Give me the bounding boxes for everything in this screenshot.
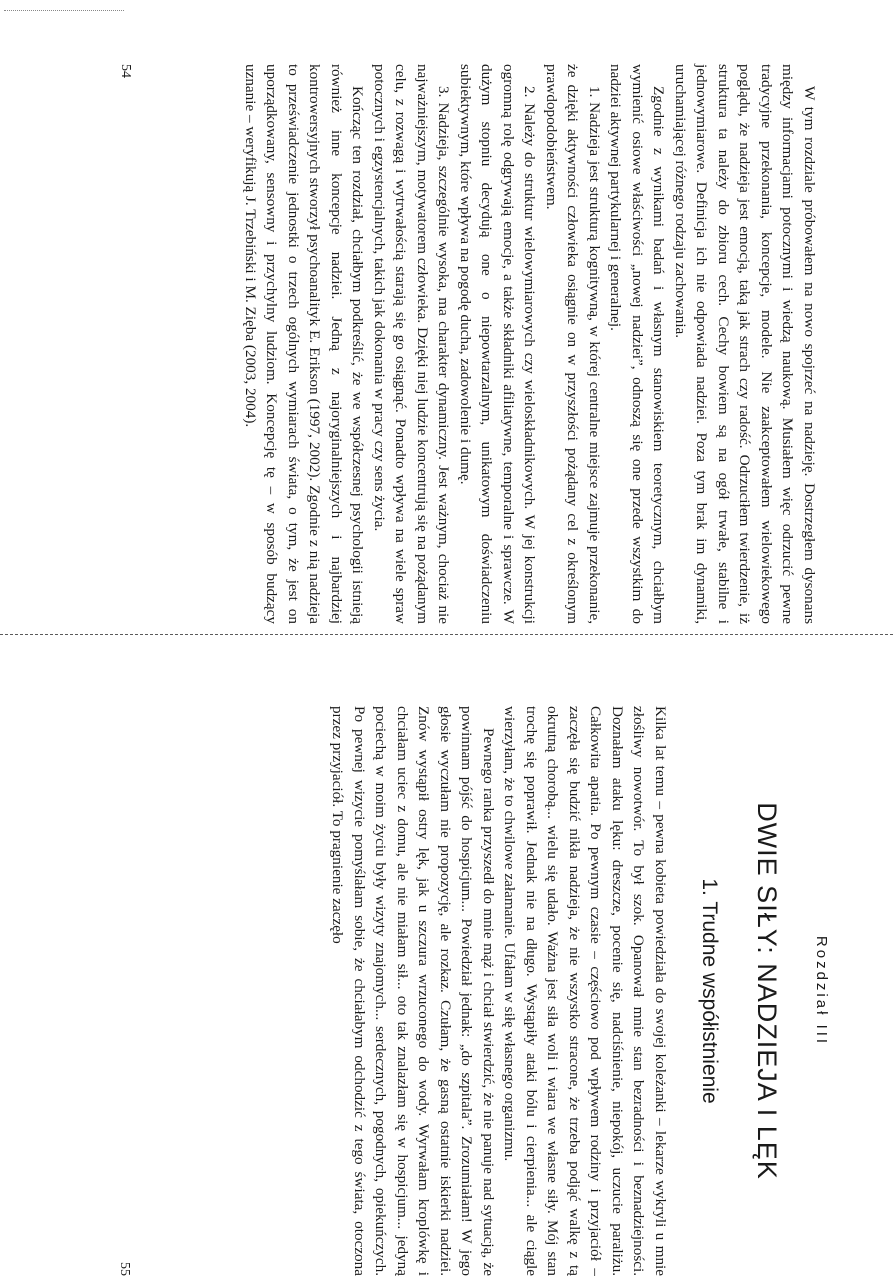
paragraph: 3. Nadzieja, szczególnie wysoka, ma charakter dynamiczny. Jest ważnym, chociaż nie najważniejszym, motywatorem człowieka. Dzięki niej ludzie koncentrują się na pożądanym celu, z rozwagą i wytrwałością starają się go osiągnąć. Ponadto wpływa na wiele spraw potocznych i egzystencjalnych, takich jak dokonania w pracy czy sens życia. [371,64,453,624]
paragraph: Pewnego ranka przyszedł do mnie mąż i chciał stwierdzić, że nie panuje nad sytuacją, że powinnam pójść do hospicjum... Powiedział jednak: „do szpitala”. Zrozumiałam! W jego głosie wyczułam nie propozycję, ale rozkaz. Czułam, że gasną ostatnie iskierki nadziei. Znów wystąpił ostry lęk, jak u szczura wrzuconego do wody. Wyrwałam kroplówkę i chciałam uciec z domu, ale nie miałam sił... oto tak znalazłam się w hospicjum... jedyną pociechą w moim życiu były wizyty znajomych... serdecznych, pogodnych, opiekuńczych. Po pewnej wizycie pomyślałam sobie, że chciałabym odchodzić z tego świata, otoczona przez przyjaciół. To pragnienie zaczęło [329,706,497,1276]
page-number: 55 [117,1262,132,1276]
right-page [110,706,830,1276]
section-title: 1. Trudne współistnienie [698,878,721,1104]
chapter-label: Rozdział III [813,935,830,1047]
paragraph: 1. Nadzieja jest strukturą kognitywną, w której centralne miejsce zajmuje przekonanie, że dzięki aktywności człowieka osiągnie on w przyszłości pożądany cel z określonym prawdopodobieństwem. [543,64,603,624]
paragraph: W tym rozdziale próbowałem na nowo spojrzeć na nadzieję. Dostrzegłem dysonans między informacjami potocznymi i wiedzą naukową. Musiałem więc odrzucić pewne tradycyjne przekonania, koncepcje, modele. Nie zaakceptowałem wielowiekowego poglądu, że nadzieja jest emocją, taką jak strach czy radość. Odrzuciłem twierdzenie, iż struktura ta należy do zbioru cech. Cechy bowiem są na ogół trwałe, stabilne i jednowymiarowe. Definicja ich nie odpowiada nadziei. Poza tym brak im dynamiki, uruchamiającej różnego rodzaju zachowania. [672,64,818,624]
right-page-body [327,706,671,1276]
paragraph: Kilka lat temu – pewna kobieta powiedziała do swojej koleżanki – lekarze wykryli u mnie złośliwy nowotwór. To był szok. Opanował mnie stan bezradności i beznadziejności. Doznałam ataku lęku: dreszcze, pocenie się, nadciśnienie, niepokój, uczucie paraliżu. Całkowita apatia. Po pewnym czasie – częściowo pod wpływem rodziny i przyjaciół – zaczęła się budzić nikła nadzieja, że nie wszystko stracone, że trzeba podjąć walkę z tą okrutną chorobą... wielu się udało. Ważna jest siła woli i wiara we własne siły. Mój stan trochę się poprawił. Jednak nie na długo. Wystąpiły ataki bólu i cierpienia... ale ciągle wierzyłam, że to chwilowe załamanie. Ufałam w siłę własnego organizmu. [501,706,669,1276]
page-number: 54 [118,64,133,78]
paragraph: Zgodnie z wynikami badań i własnym stanowiskiem teoretycznym, chciałbym wymienić osiowe właściwości „nowej nadziei”, odnoszą się one przede wszystkim do nadziei aktywnej partykularnej i generalnej. [607,64,668,624]
left-page-body [240,64,821,624]
scan-artifact [4,10,124,11]
page-gutter [0,634,893,635]
left-page [110,64,820,624]
paragraph: Kończąc ten rozdział, chciałbym podkreślić, że we współczesnej psychologii istnieją również inne koncepcje nadziei. Jedną z najoryginalniejszych i najbardziej kontrowersyjnych stworzył psychoanalityk E. Erikson (1997, 2002). Zgodnie z nią nadzieja to przeświadczenie jednostki o trzech ogólnych wymiarach świata, o tym, że jest on uporządkowany, sensowny i przychylny ludziom. Koncepcję tę – w sposób budzący uznanie – weryfikują J. Trzebiński i M. Zięba (2003, 2004). [242,64,367,624]
paragraph: 2. Należy do struktur wielowymiarowych czy wieloskładnikowych. W jej konstrukcji ogromną rolę odgrywają emocje, a także składniki afiliatywne, temporalne i sprawcze. W dużym stopniu decydują one o niepowtarzalnym, unikatowym doświadczeniu subiektywnym, które wpływa na pogodę ducha, zadowolenie i dumę. [457,64,539,624]
chapter-title: DWIE SIŁY: NADZIEJA I LĘK [752,802,782,1180]
